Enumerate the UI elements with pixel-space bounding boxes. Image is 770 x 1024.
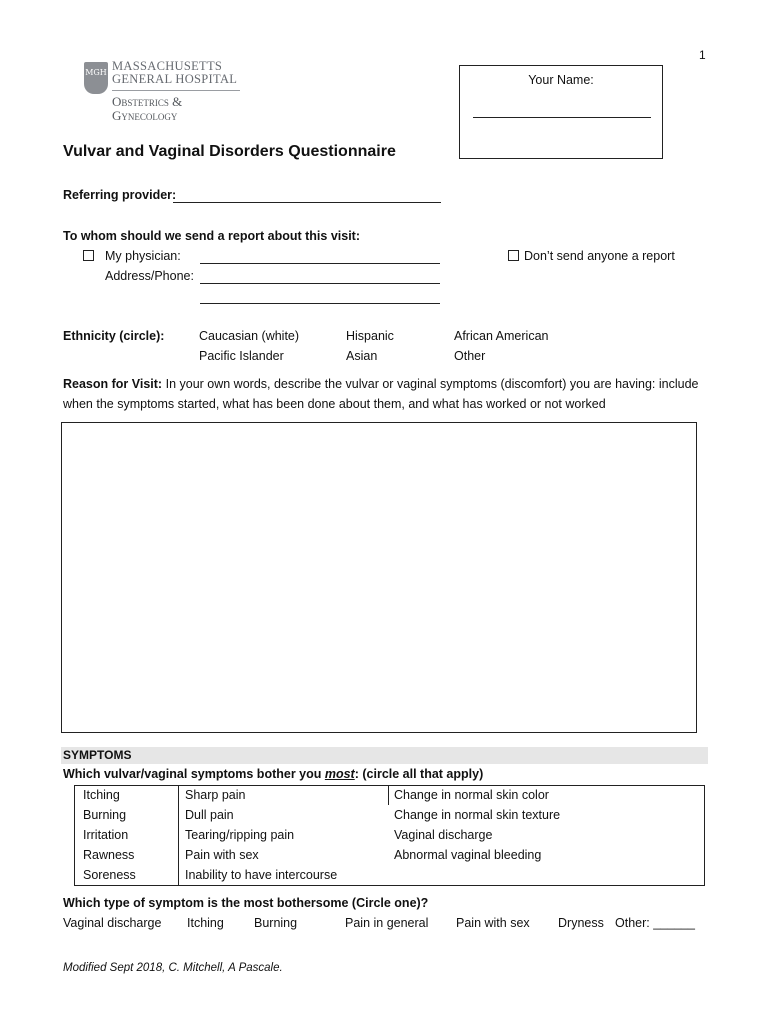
symptom-option[interactable]: Abnormal vaginal bleeding (394, 848, 542, 862)
ethnicity-option[interactable]: Pacific Islander (199, 349, 284, 363)
address-phone-label: Address/Phone: (105, 269, 194, 283)
symptom-option[interactable]: Soreness (83, 868, 136, 882)
ethnicity-option[interactable]: Asian (346, 349, 378, 363)
symptoms-question (63, 767, 483, 781)
symptoms-question-start: Which vulvar/vaginal symptoms bother you (63, 767, 325, 781)
symptoms-table-divider (178, 785, 179, 886)
dont-send-label: Don’t send anyone a report (524, 249, 675, 263)
address-phone-field-2[interactable] (200, 289, 440, 304)
bothersome-option[interactable]: Pain in general (345, 916, 429, 930)
symptoms-question-emphasis: most (324, 767, 355, 781)
ethnicity-option[interactable]: Other (454, 349, 486, 363)
ethnicity-label: Ethnicity (circle): (63, 329, 165, 343)
symptoms-table-divider (388, 785, 389, 805)
page-number: 1 (699, 48, 706, 62)
report-question: To whom should we send a report about this visit: (63, 229, 361, 243)
symptoms-question-end: : (circle all that apply) (354, 767, 484, 781)
logo-shield-text: MGH (85, 68, 107, 77)
reason-text-area[interactable] (61, 422, 697, 733)
bothersome-option[interactable]: Pain with sex (456, 916, 530, 930)
logo-department-1: Obstetrics & (112, 94, 183, 109)
mgh-shield-logo (84, 62, 108, 94)
dont-send-checkbox[interactable] (508, 250, 519, 261)
bothersome-option[interactable]: Vaginal discharge (63, 916, 162, 930)
symptom-option[interactable]: Vaginal discharge (394, 828, 493, 842)
my-physician-field[interactable] (200, 249, 440, 264)
symptom-option[interactable]: Change in normal skin color (394, 788, 549, 802)
reason-line-1 (63, 377, 698, 391)
symptoms-section-header (61, 747, 708, 764)
symptom-option[interactable]: Change in normal skin texture (394, 808, 561, 822)
logo-divider (112, 90, 240, 91)
symptom-option[interactable]: Tearing/ripping pain (185, 828, 295, 842)
your-name-label: Your Name: (528, 73, 594, 87)
bothersome-option[interactable]: Burning (254, 916, 298, 930)
symptom-option[interactable]: Burning (83, 808, 127, 822)
reason-text-2: when the symptoms started, what has been done about them, and what has worked or not worked (63, 397, 606, 411)
logo-department-2: Gynecology (112, 108, 178, 123)
bothersome-question: Which type of symptom is the most bothersome (Circle one)? (63, 896, 429, 910)
bothersome-other-option[interactable]: Other: ______ (615, 916, 695, 930)
my-physician-label: My physician: (105, 249, 181, 263)
your-name-field[interactable] (473, 103, 651, 118)
page-title: Vulvar and Vaginal Disorders Questionnaire (63, 143, 396, 160)
symptoms-section-title: SYMPTOMS (63, 748, 132, 762)
symptom-option[interactable]: Irritation (83, 828, 129, 842)
symptom-option[interactable]: Sharp pain (185, 788, 246, 802)
logo-line-2: GENERAL HOSPITAL (112, 72, 238, 86)
symptom-option[interactable]: Inability to have intercourse (185, 868, 338, 882)
symptom-option[interactable]: Dull pain (185, 808, 234, 822)
referring-provider-field[interactable] (173, 188, 441, 203)
symptom-option[interactable]: Pain with sex (185, 848, 259, 862)
logo-line-1: MASSACHUSETTS (112, 59, 223, 73)
ethnicity-option[interactable]: African American (454, 329, 549, 343)
symptom-option[interactable]: Rawness (83, 848, 135, 862)
ethnicity-option[interactable]: Caucasian (white) (199, 329, 300, 343)
symptoms-table (74, 785, 705, 886)
reason-text-1: In your own words, describe the vulvar or vaginal symptoms (discomfort) you are having: include (165, 377, 699, 391)
footer-note: Modified Sept 2018, C. Mitchell, A Pascale. (63, 962, 283, 974)
symptom-option[interactable]: Itching (83, 788, 120, 802)
address-phone-field[interactable] (200, 269, 440, 284)
ethnicity-option[interactable]: Hispanic (346, 329, 394, 343)
bothersome-option[interactable]: Itching (187, 916, 224, 930)
referring-provider-label: Referring provider: (63, 188, 177, 202)
my-physician-checkbox[interactable] (83, 250, 94, 261)
bothersome-option[interactable]: Dryness (558, 916, 604, 930)
reason-label: Reason for Visit: (63, 377, 163, 391)
